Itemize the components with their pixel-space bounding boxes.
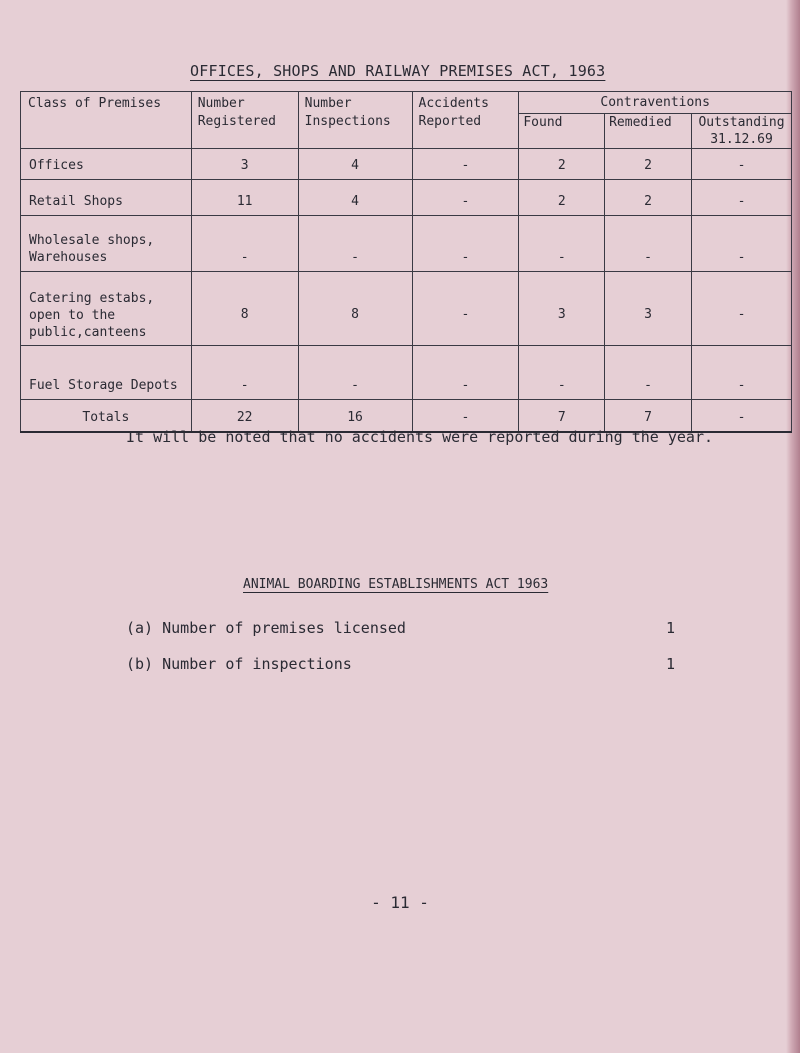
cell-registered: - (191, 346, 298, 400)
cell-accidents: - (412, 149, 519, 180)
page-number: - 11 - (371, 893, 429, 912)
stat-premises-licensed (126, 619, 686, 637)
cell-found: 3 (519, 272, 605, 346)
table-row (21, 149, 792, 180)
cell-accidents: - (412, 216, 519, 272)
cell-class: Catering estabs, open to the public,canteens (21, 272, 192, 346)
cell-outstanding: - (692, 180, 792, 216)
cell-found: 2 (519, 149, 605, 180)
cell-accidents: - (412, 346, 519, 400)
table-row-totals (21, 400, 792, 432)
cell-registered: 3 (191, 149, 298, 180)
table-row (21, 346, 792, 400)
header-number-registered: Number Registered (191, 92, 298, 149)
cell-outstanding: - (692, 216, 792, 272)
cell-remedied: 2 (605, 180, 692, 216)
header-outstanding: Outstanding 31.12.69 (692, 114, 792, 149)
stat-value: 1 (666, 655, 676, 673)
cell-found: 2 (519, 180, 605, 216)
cell-registered: 8 (191, 272, 298, 346)
stat-label: (a) Number of premises licensed (126, 619, 406, 637)
cell-inspections: - (298, 346, 412, 400)
cell-accidents: - (412, 272, 519, 346)
cell-inspections: - (298, 216, 412, 272)
cell-remedied: 7 (605, 400, 692, 432)
cell-registered: - (191, 216, 298, 272)
cell-remedied: 3 (605, 272, 692, 346)
cell-outstanding: - (692, 346, 792, 400)
animal-boarding-title: ANIMAL BOARDING ESTABLISHMENTS ACT 1963 (243, 577, 549, 592)
header-found: Found (519, 114, 605, 149)
cell-registered: 22 (191, 400, 298, 432)
cell-class: Retail Shops (21, 180, 192, 216)
header-accidents-reported: Accidents Reported (412, 92, 519, 149)
table-header-row (21, 92, 792, 114)
header-remedied: Remedied (605, 114, 692, 149)
document-title: OFFICES, SHOPS AND RAILWAY PREMISES ACT, 1963 (190, 62, 606, 80)
cell-class: Offices (21, 149, 192, 180)
cell-inspections: 4 (298, 149, 412, 180)
cell-remedied: 2 (605, 149, 692, 180)
cell-class: Fuel Storage Depots (21, 346, 192, 400)
cell-registered: 11 (191, 180, 298, 216)
cell-outstanding: - (692, 400, 792, 432)
cell-inspections: 16 (298, 400, 412, 432)
header-class-of-premises: Class of Premises (21, 92, 192, 149)
table-row (21, 180, 792, 216)
cell-remedied: - (605, 346, 692, 400)
cell-inspections: 8 (298, 272, 412, 346)
table-row (21, 272, 792, 346)
header-contraventions: Contraventions (519, 92, 792, 114)
cell-outstanding: - (692, 272, 792, 346)
cell-found: 7 (519, 400, 605, 432)
header-number-inspections: Number Inspections (298, 92, 412, 149)
cell-found: - (519, 216, 605, 272)
cell-inspections: 4 (298, 180, 412, 216)
accidents-note: It will be noted that no accidents were reported during the year. (126, 428, 713, 446)
cell-remedied: - (605, 216, 692, 272)
cell-accidents: - (412, 180, 519, 216)
table-row (21, 216, 792, 272)
cell-outstanding: - (692, 149, 792, 180)
stat-value: 1 (666, 619, 676, 637)
premises-table (20, 91, 792, 433)
cell-found: - (519, 346, 605, 400)
cell-accidents: - (412, 400, 519, 432)
cell-class: Wholesale shops, Warehouses (21, 216, 192, 272)
cell-class: Totals (21, 400, 192, 432)
stat-inspections (126, 655, 686, 673)
stat-label: (b) Number of inspections (126, 655, 352, 673)
